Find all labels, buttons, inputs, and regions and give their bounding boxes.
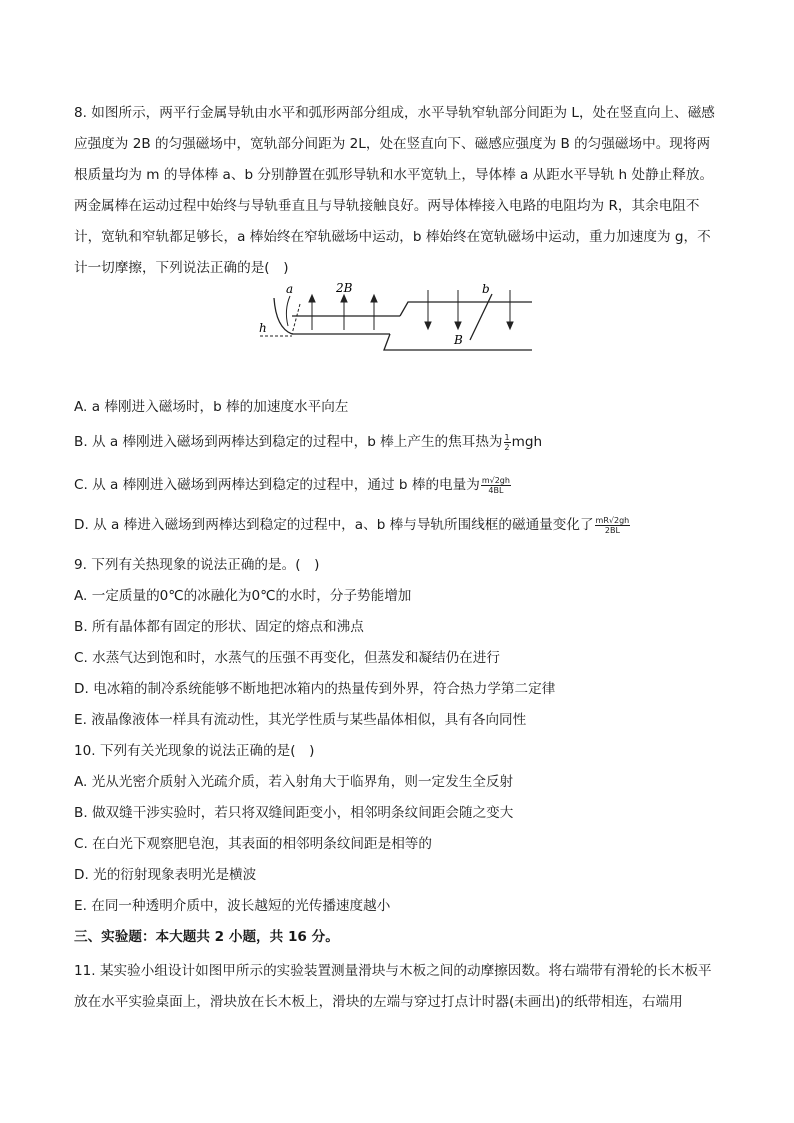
fraction-numerator: 1 [504,432,510,442]
a-path-dashed [292,304,300,334]
q9-option-e: E. 液晶像液体一样具有流动性，其光学性质与某些晶体相似，具有各向同性 [74,712,527,728]
q9-option-d: D. 电冰箱的制冷系统能够不断地把冰箱内的热量传到外界，符合热力学第二定律 [74,681,556,697]
q8-option-b-tail: mgh [511,434,543,450]
q10-option-b: B. 做双缝干涉实验时，若只将双缝间距变小，相邻明条纹间距会随之变大 [74,805,514,821]
q8-stem: 8. 如图所示，两平行金属导轨由水平和弧形两部分组成，水平导轨窄轨部分间距为 L，处在竖直向上、磁感应强度为 2B 的匀强磁场中，宽轨部分间距为 2L，处在竖直向下、磁感应强度为 B 的匀强磁场中。现将两根质量均为 m 的导体棒 a、b 分别静置在弧形导轨和水平宽轨上，导体棒 a 从距水平导轨 h 处静止释放。两金属棒在运动过程中始终与导轨垂直且与导轨接触良好。两导体棒接入电路的电阻均为 R，其余电阻不计，宽轨和窄轨都足够长，a 棒始终在窄轨磁场中运动，b 棒始终在宽轨磁场中运动，重力加速度为 g，不计一切摩擦，下列说法正确的是( ) [74,105,715,276]
label-h: h [259,321,267,335]
q8-option-c-fraction [481,476,511,495]
fraction-denominator: 2BL [604,525,620,535]
q8-option-b [74,432,542,452]
q8-figure [252,280,542,360]
q8-option-d [74,515,631,535]
q8-option-d-text: D. 从 a 棒进入磁场到两棒达到稳定的过程中，a、b 棒与导轨所围线框的磁通量变化了 [74,517,594,533]
q9-stem: 9. 下列有关热现象的说法正确的是。( ) [74,557,320,573]
q10-option-d: D. 光的衍射现象表明光是横波 [74,867,257,883]
q9-option-b: B. 所有晶体都有固定的形状、固定的熔点和沸点 [74,619,364,635]
wide-rail-upper [400,302,532,316]
fraction-numerator: mR√2gh [595,515,630,525]
q9-option-a: A. 一定质量的0℃的冰融化为0℃的水时，分子势能增加 [74,588,412,604]
q11-stem: 11. 某实验小组设计如图甲所示的实验装置测量滑块与木板之间的动摩擦因数。将右端带有滑轮的长木板平放在水平实验桌面上，滑块放在长木板上，滑块的左端与穿过打点计时器(未画出)的纸带相连，右端用 [74,963,712,1010]
q10-option-a: A. 光从光密介质射入光疏介质，若入射角大于临界角，则一定发生全反射 [74,774,514,790]
fraction-denominator: 4BL [488,485,504,495]
q8-option-a: A. a 棒刚进入磁场时，b 棒的加速度水平向左 [74,399,349,415]
fraction-numerator: m√2gh [481,475,510,485]
q10-option-e: E. 在同一种透明介质中，波长越短的光传播速度越小 [74,898,391,914]
field-b-arrows [425,290,513,329]
rod-b [470,294,492,340]
label-big-b: B [454,333,463,347]
q10-stem: 10. 下列有关光现象的说法正确的是( ) [74,743,315,759]
q10-option-c: C. 在白光下观察肥皂泡，其表面的相邻明条纹间距是相等的 [74,836,432,852]
label-2b: 2B [336,281,353,295]
label-b: b [482,282,490,296]
q8-option-d-fraction [595,516,631,535]
q8-option-c [74,475,512,495]
q8-option-b-fraction [504,433,511,452]
label-a: a [286,282,294,296]
rod-a [286,296,290,326]
fraction-denominator: 2 [504,442,510,452]
q9-option-c: C. 水蒸气达到饱和时，水蒸气的压强不再变化，但蒸发和凝结仍在进行 [74,650,500,666]
q8-option-b-text: B. 从 a 棒刚进入磁场到两棒达到稳定的过程中，b 棒上产生的焦耳热为 [74,434,503,450]
arc-rail-upper [274,298,292,334]
q8-option-c-text: C. 从 a 棒刚进入磁场到两棒达到稳定的过程中，通过 b 棒的电量为 [74,477,480,493]
section-heading: 三、实验题：本大题共 2 小题，共 16 分。 [74,929,339,945]
field-2b-arrows [309,295,377,330]
